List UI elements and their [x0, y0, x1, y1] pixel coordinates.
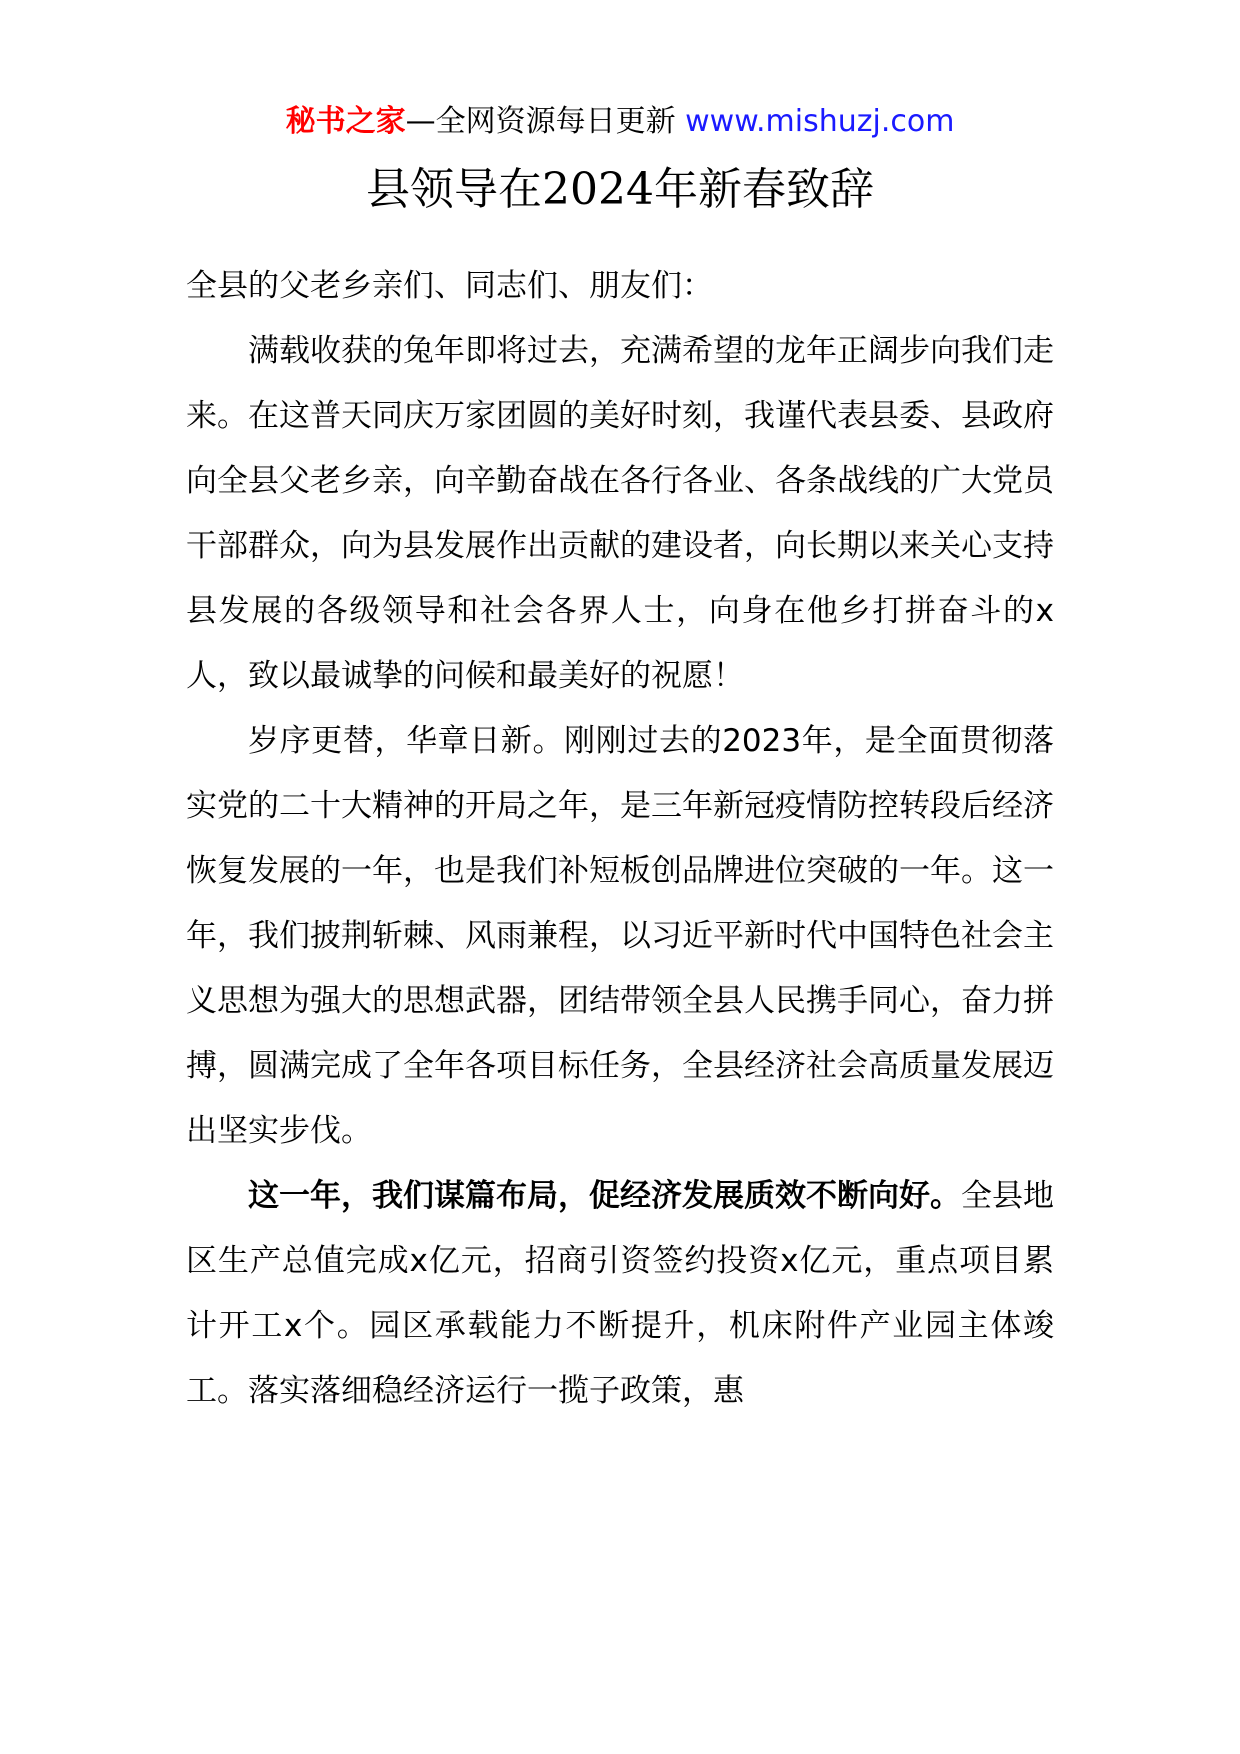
title-year: 2024: [542, 164, 654, 215]
paragraph-2: [186, 709, 1054, 1164]
paragraph-3: [186, 1164, 1054, 1424]
title-prefix: 县领导在: [366, 164, 542, 215]
paragraph-lead: 这一年，我们谋篇布局，促经济发展质效不断向好。: [248, 1178, 961, 1214]
site-url-link[interactable]: www.mishuzj.com: [685, 104, 955, 139]
title-suffix: 年新春致辞: [653, 164, 874, 215]
header-tagline: —全网资源每日更新: [405, 104, 686, 139]
paragraph-text: 全县地区生产总值完成x亿元，招商引资签约投资x亿元，重点项目累计开工x个。园区承载能力不断提升，机床附件产业园主体竣工。落实落细稳经济运行一揽子政策，惠: [186, 1178, 1054, 1409]
brand-name: 秘书之家: [285, 104, 406, 139]
document-title: [0, 160, 1240, 220]
document-body: [186, 254, 1054, 1424]
site-header: [0, 102, 1240, 142]
salutation: 全县的父老乡亲们、同志们、朋友们：: [186, 268, 713, 304]
paragraph-text: 满载收获的兔年即将过去，充满希望的龙年正阔步向我们走来。在这普天同庆万家团圆的美好时刻，我谨代表县委、县政府向全县父老乡亲，向辛勤奋战在各行各业、各条战线的广大党员干部群众，向为县发展作出贡献的建设者，向长期以来关心支持县发展的各级领导和社会各界人士，向身在他乡打拼奋斗的x人，致以最诚挚的问候和最美好的祝愿！: [186, 333, 1054, 694]
paragraph-1: [186, 319, 1054, 709]
paragraph-text: 岁序更替，华章日新。刚刚过去的2023年，是全面贯彻落实党的二十大精神的开局之年，是三年新冠疫情防控转段后经济恢复发展的一年，也是我们补短板创品牌进位突破的一年。这一年，我们披荆斩棘、风雨兼程，以习近平新时代中国特色社会主义思想为强大的思想武器，团结带领全县人民携手同心，奋力拼搏，圆满完成了全年各项目标任务，全县经济社会高质量发展迈出坚实步伐。: [186, 723, 1054, 1149]
